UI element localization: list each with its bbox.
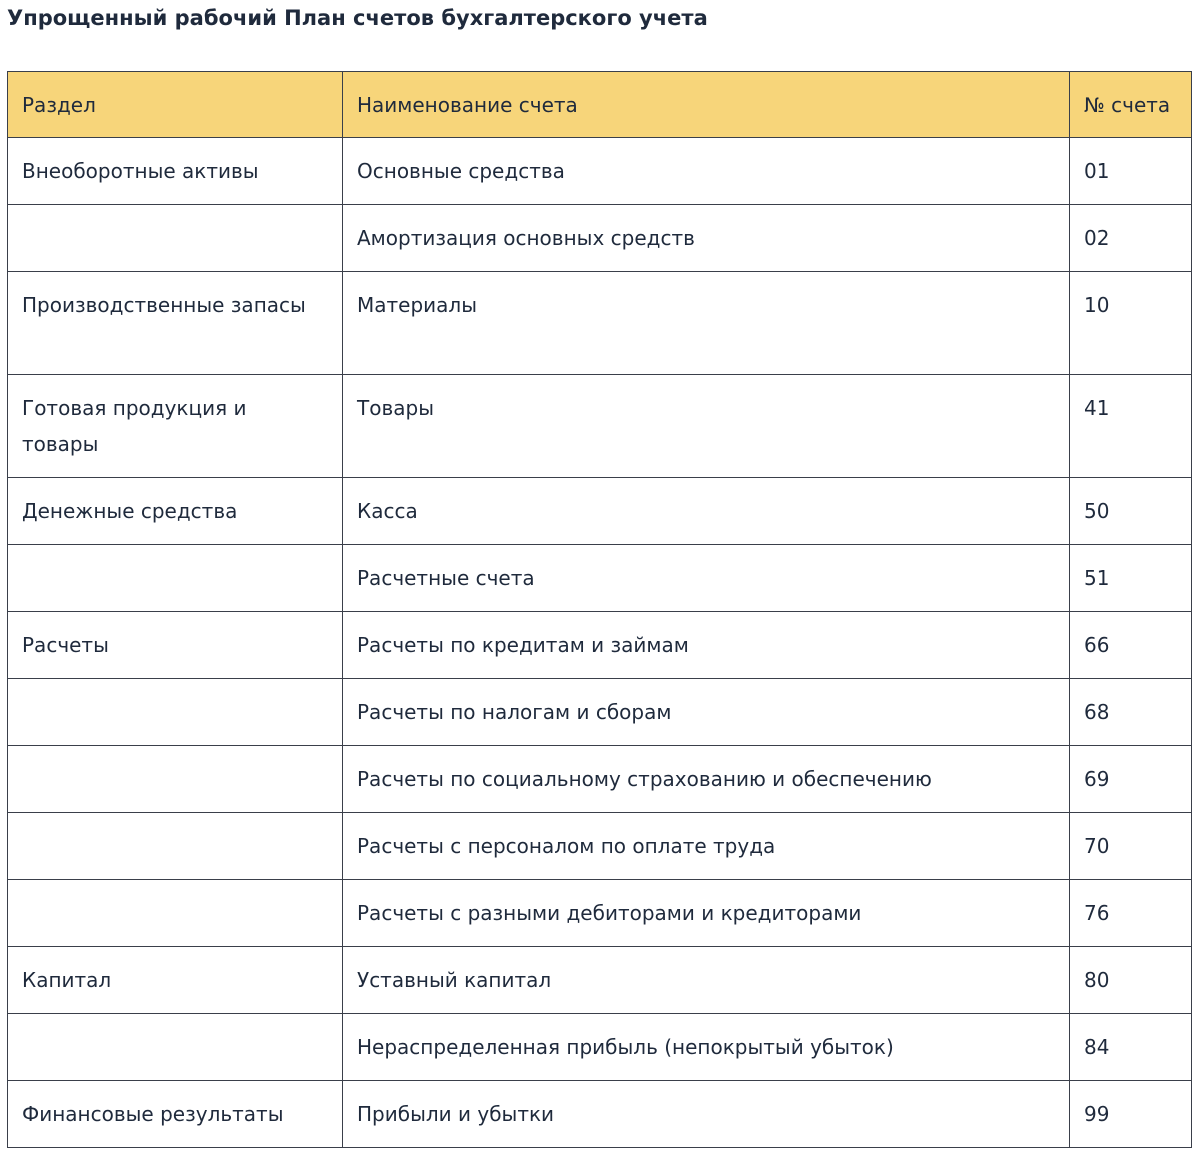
table-row (8, 947, 1192, 1014)
cell-account-number: 68 (1070, 679, 1192, 746)
cell-account-number: 41 (1070, 375, 1192, 478)
cell-account-number: 02 (1070, 205, 1192, 272)
cell-section: Производственные запасы (8, 272, 343, 375)
cell-section (8, 880, 343, 947)
table-row (8, 612, 1192, 679)
cell-section (8, 1014, 343, 1081)
table-row (8, 813, 1192, 880)
cell-section (8, 813, 343, 880)
cell-account-number: 01 (1070, 138, 1192, 205)
table-row (8, 545, 1192, 612)
cell-account-number: 80 (1070, 947, 1192, 1014)
cell-account-number: 66 (1070, 612, 1192, 679)
cell-account-name: Расчетные счета (343, 545, 1070, 612)
cell-account-name: Расчеты с персоналом по оплате труда (343, 813, 1070, 880)
cell-account-number: 69 (1070, 746, 1192, 813)
table-row (8, 746, 1192, 813)
page-title: Упрощенный рабочий План счетов бухгалтерского учета (7, 6, 708, 30)
cell-account-name: Расчеты с разными дебиторами и кредиторами (343, 880, 1070, 947)
cell-account-name: Расчеты по социальному страхованию и обеспечению (343, 746, 1070, 813)
cell-section: Финансовые результаты (8, 1081, 343, 1148)
cell-account-name: Амортизация основных средств (343, 205, 1070, 272)
header-account-name: Наименование счета (343, 72, 1070, 138)
cell-account-name: Товары (343, 375, 1070, 478)
cell-section: Внеоборотные активы (8, 138, 343, 205)
cell-section (8, 679, 343, 746)
table-row (8, 679, 1192, 746)
cell-account-name: Прибыли и убытки (343, 1081, 1070, 1148)
table-row (8, 880, 1192, 947)
cell-account-number: 99 (1070, 1081, 1192, 1148)
cell-account-number: 84 (1070, 1014, 1192, 1081)
cell-account-name: Касса (343, 478, 1070, 545)
cell-section (8, 545, 343, 612)
table-row (8, 1014, 1192, 1081)
cell-section (8, 205, 343, 272)
table-row (8, 478, 1192, 545)
header-account-number: № счета (1070, 72, 1192, 138)
table-row (8, 1081, 1192, 1148)
cell-account-name: Нераспределенная прибыль (непокрытый убыток) (343, 1014, 1070, 1081)
cell-account-name: Материалы (343, 272, 1070, 375)
cell-section: Денежные средства (8, 478, 343, 545)
table-header-row (8, 72, 1192, 138)
cell-section (8, 746, 343, 813)
cell-account-name: Уставный капитал (343, 947, 1070, 1014)
cell-section: Расчеты (8, 612, 343, 679)
cell-account-number: 76 (1070, 880, 1192, 947)
cell-account-name: Основные средства (343, 138, 1070, 205)
cell-account-number: 51 (1070, 545, 1192, 612)
cell-account-number: 70 (1070, 813, 1192, 880)
table-row (8, 375, 1192, 478)
cell-account-name: Расчеты по кредитам и займам (343, 612, 1070, 679)
table-row (8, 205, 1192, 272)
table-row (8, 138, 1192, 205)
header-section: Раздел (8, 72, 343, 138)
accounts-table (7, 71, 1192, 1148)
table-row (8, 272, 1192, 375)
cell-account-number: 10 (1070, 272, 1192, 375)
cell-section: Капитал (8, 947, 343, 1014)
cell-section: Готовая продукция и товары (8, 375, 343, 478)
cell-account-number: 50 (1070, 478, 1192, 545)
cell-account-name: Расчеты по налогам и сборам (343, 679, 1070, 746)
